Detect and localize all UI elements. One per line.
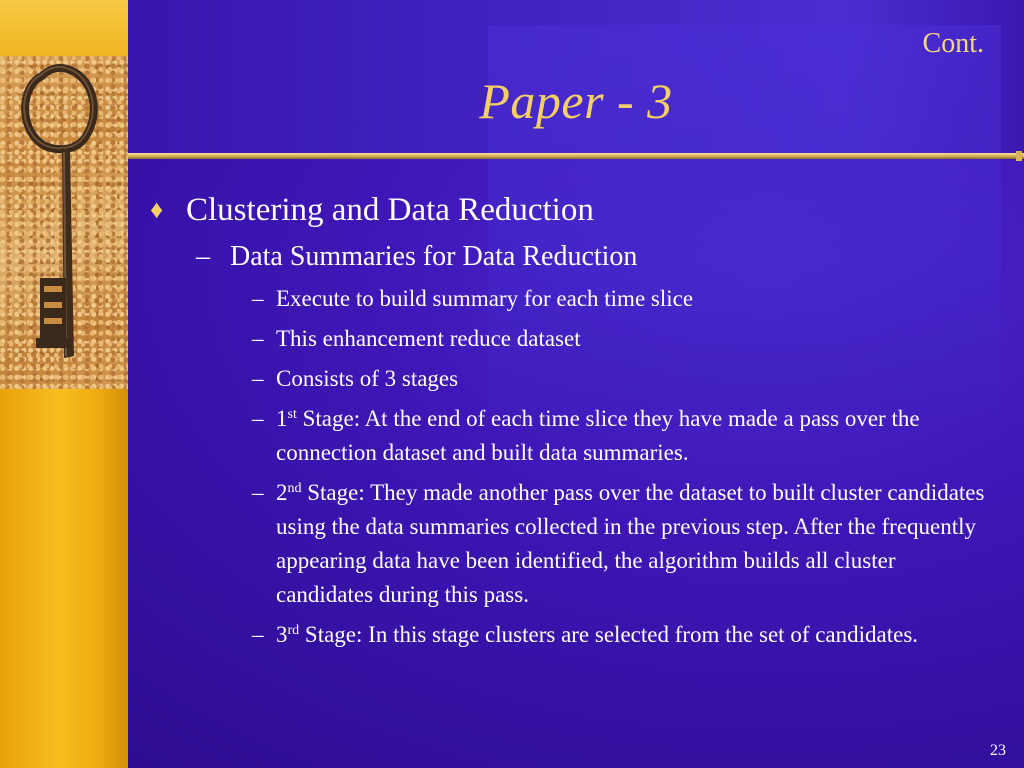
item-text: Consists of 3 stages — [276, 366, 459, 391]
item-ordinal-suffix: rd — [287, 623, 300, 638]
list-item — [252, 476, 990, 612]
list-item — [252, 618, 990, 652]
dash-marker: – — [252, 622, 264, 647]
item-ordinal-suffix: nd — [287, 481, 302, 496]
list-item — [252, 322, 990, 356]
slide-body — [150, 188, 990, 652]
dash-marker: – — [252, 326, 264, 351]
bullet-text: Clustering and Data Reduction — [186, 192, 594, 228]
page-number: 23 — [990, 742, 1006, 759]
continuation-label: Cont. — [922, 28, 984, 59]
item-text: This enhancement reduce dataset — [276, 326, 581, 351]
item-ordinal-suffix: st — [287, 407, 297, 422]
item-prefix: 1 — [276, 406, 288, 431]
antique-key-icon — [0, 56, 128, 389]
item-prefix: 2 — [276, 480, 288, 505]
bullet-level-2 — [196, 238, 990, 276]
list-item — [252, 402, 990, 470]
title-divider-rule — [128, 153, 1024, 159]
dash-marker: – — [252, 406, 264, 431]
sub-bullet-text: Data Summaries for Data Reduction — [230, 241, 638, 272]
item-text: Stage: They made another pass over the dataset to built cluster candidates using the data summaries collected in the previous step. After the frequently appearing data have been identified, the algorithm builds all cluster candidates during this pass. — [276, 480, 985, 607]
slide-title: Paper - 3 — [479, 73, 673, 129]
item-prefix: 3 — [276, 622, 288, 647]
bullet-level-1 — [150, 188, 990, 232]
dash-marker: – — [252, 366, 264, 391]
dash-marker: – — [252, 286, 264, 311]
list-item — [252, 282, 990, 316]
item-text: Stage: In this stage clusters are selected from the set of candidates. — [299, 622, 919, 647]
dash-marker: – — [252, 480, 264, 505]
diamond-icon: ♦ — [150, 195, 164, 224]
divider-end-cap — [1016, 151, 1022, 161]
strip-top-shade — [0, 0, 128, 60]
item-text: Stage: At the end of each time slice they have made a pass over the connection dataset and built data summaries. — [276, 406, 920, 465]
list-item — [252, 362, 990, 396]
dash-marker: – — [196, 241, 210, 272]
item-text: Execute to build summary for each time slice — [276, 286, 694, 311]
